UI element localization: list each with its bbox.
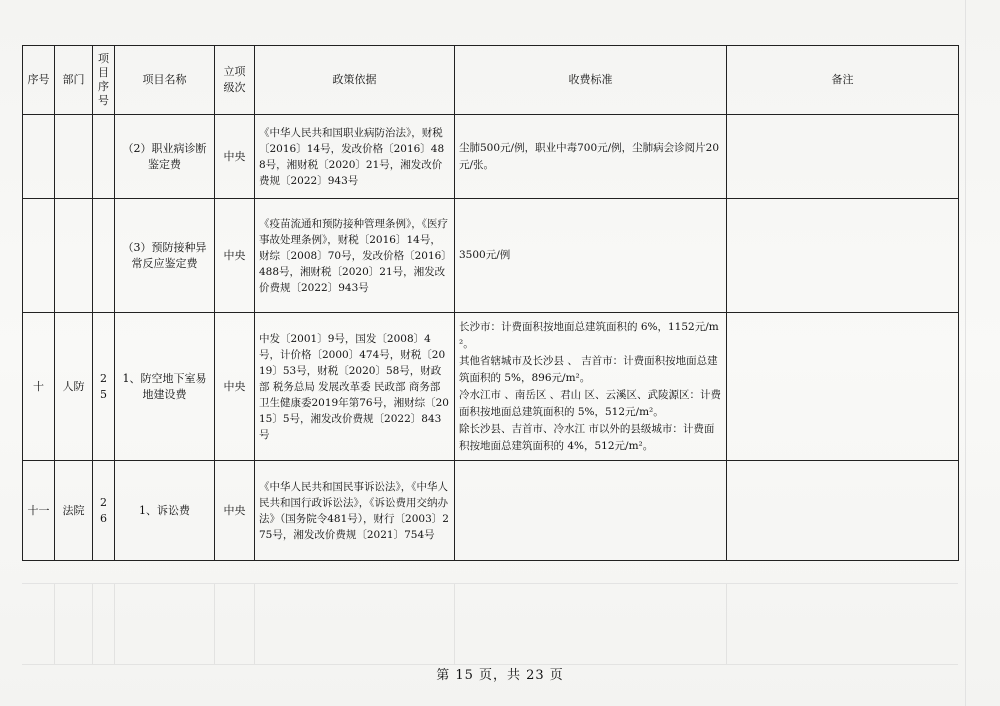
bleed-through-line: [92, 584, 93, 664]
bleed-through-table: [22, 583, 958, 665]
cell-level: 中央: [215, 115, 255, 199]
page-number: 第 15 页，共 23 页: [436, 668, 564, 683]
cell-item-name: （2）职业病诊断鉴定费: [115, 115, 215, 199]
scan-edge: [965, 0, 966, 706]
cell-item-no: 26: [93, 461, 115, 561]
cell-policy: 《中华人民共和国民事诉讼法》，《中华人民共和国行政诉讼法》，《诉讼费用交纳办法》（国务院令481号），财行〔2003〕275号，湘发改价费规〔2021〕754号: [255, 461, 455, 561]
cell-standard: 3500元/例: [455, 199, 727, 313]
cell-dept: 人防: [55, 313, 93, 461]
cell-item-no: [93, 199, 115, 313]
cell-level: 中央: [215, 313, 255, 461]
cell-remark: [727, 115, 959, 199]
cell-item-name: 1、诉讼费: [115, 461, 215, 561]
cell-seq: [23, 115, 55, 199]
standard-line: 除长沙县、吉首市、冷水江 市以外的县级城市：计费面积按地面总建筑面积的 4%，512元/m²。: [459, 422, 715, 452]
standard-line: 长沙市：计费面积按地面总建筑面积的 6%，1152元/m²。: [459, 320, 719, 350]
cell-dept: [55, 115, 93, 199]
cell-level: 中央: [215, 461, 255, 561]
cell-level: 中央: [215, 199, 255, 313]
cell-policy: 《中华人民共和国职业病防治法》，财税〔2016〕14号，发改价格〔2016〕488号，湘财税〔2020〕21号，湘发改价费规〔2022〕943号: [255, 115, 455, 199]
cell-remark: [727, 199, 959, 313]
header-remark: 备注: [727, 46, 959, 115]
cell-standard: 尘肺500元/例，职业中毒700元/例，尘肺病会诊阅片20元/张。: [455, 115, 727, 199]
bleed-through-line: [114, 584, 115, 664]
table-header-row: [23, 46, 959, 115]
standard-line: 冷水江市 、南岳区 、君山 区、云溪区、武陵源区：计费面积按地面总建筑面积的 5%，512元/m²。: [459, 388, 722, 418]
table-row: [23, 115, 959, 199]
header-item-name: 项目名称: [115, 46, 215, 115]
cell-seq: 十: [23, 313, 55, 461]
cell-seq: 十一: [23, 461, 55, 561]
cell-remark: [727, 461, 959, 561]
bleed-through-line: [454, 584, 455, 664]
bleed-through-line: [254, 584, 255, 664]
header-item-no: 项目序号: [93, 46, 115, 115]
header-dept: 部门: [55, 46, 93, 115]
table-row: [23, 199, 959, 313]
cell-policy: 中发〔2001〕9号，国发〔2008〕4号，计价格〔2000〕474号，财税〔2019〕53号，财税〔2020〕58号，财政部 税务总局 发展改革委 民政部 商务部 卫生健康委2019年第76号，湘财综〔2015〕5号，湘发改价费规〔2022〕843号: [255, 313, 455, 461]
fee-table: [22, 45, 959, 561]
header-seq: 序号: [23, 46, 55, 115]
cell-seq: [23, 199, 55, 313]
header-policy: 政策依据: [255, 46, 455, 115]
cell-item-name: （3）预防接种异常反应鉴定费: [115, 199, 215, 313]
cell-dept: 法院: [55, 461, 93, 561]
header-level: 立项级次: [215, 46, 255, 115]
bleed-through-line: [54, 584, 55, 664]
cell-standard: [455, 313, 727, 461]
table-row: [23, 461, 959, 561]
bleed-through-line: [726, 584, 727, 664]
cell-item-name: 1、防空地下室易地建设费: [115, 313, 215, 461]
cell-policy: 《疫苗流通和预防接种管理条例》，《医疗事故处理条例》，财税〔2016〕14号，财综〔2008〕70号，发改价格〔2016〕488号，湘财税〔2020〕21号，湘发改价费规〔2022〕943号: [255, 199, 455, 313]
cell-item-no: [93, 115, 115, 199]
bleed-through-line: [214, 584, 215, 664]
cell-standard: [455, 461, 727, 561]
header-standard: 收费标准: [455, 46, 727, 115]
table-row: [23, 313, 959, 461]
cell-dept: [55, 199, 93, 313]
cell-item-no: 25: [93, 313, 115, 461]
cell-remark: [727, 313, 959, 461]
standard-line: 其他省辖城市及长沙县 、 吉首市：计费面积按地面总建筑面积的 5%，896元/m²。: [459, 354, 718, 384]
